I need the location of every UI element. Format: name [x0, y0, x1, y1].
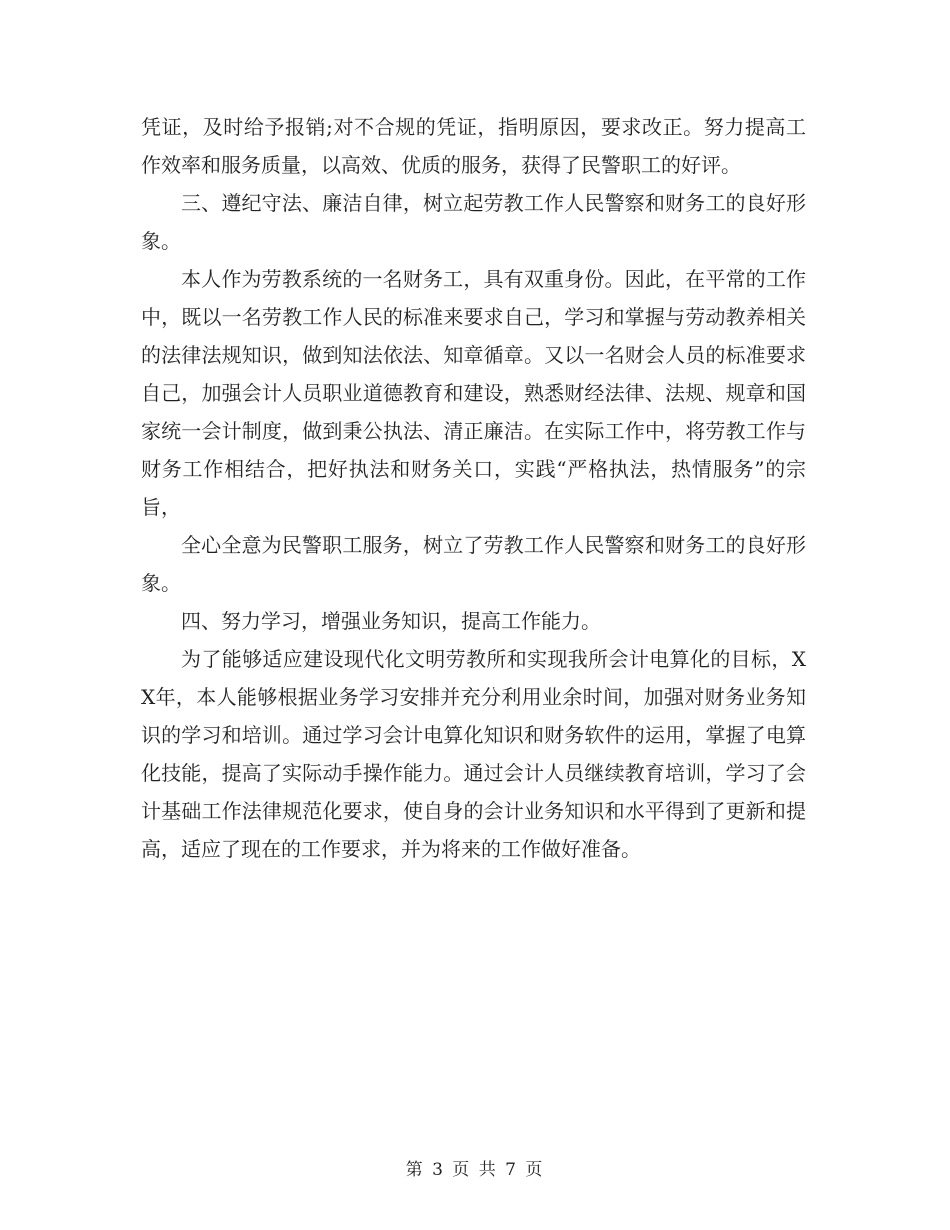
paragraph-service: 全心全意为民警职工服务，树立了劳教工作人民警察和财务工的良好形象。: [141, 533, 806, 595]
section-heading-four: 四、努力学习，增强业务知识，提高工作能力。: [181, 609, 601, 633]
paragraph-continuation: 凭证，及时给予报销;对不合规的凭证，指明原因，要求改正。努力提高工作效率和服务质量，以高效、优质的服务，获得了民警职工的好评。: [141, 115, 806, 177]
paragraph-dual-identity: 本人作为劳教系统的一名财务工，具有双重身份。因此，在平常的工作中，既以一名劳教工作人民的标准来要求自己，学习和掌握与劳动教养相关的法律法规知识，做到知法依法、知章循章。又以一名财会人员的标准要求自己，加强会计人员职业道德教育和建设，熟悉财经法律、法规、规章和国家统一会计制度，做到秉公执法、清正廉洁。在实际工作中，将劳教工作与财务工作相结合，把好执法和财务关口，实践“严格执法，热情服务”的宗旨，: [141, 267, 806, 519]
document-body: [141, 108, 806, 868]
page-number-footer: 第 3 页 共 7 页: [405, 1160, 545, 1180]
section-heading-three: 三、遵纪守法、廉洁自律，树立起劳教工作人民警察和财务工的良好形象。: [141, 191, 806, 253]
paragraph-study: 为了能够适应建设现代化文明劳教所和实现我所会计电算化的目标，XX年，本人能够根据业务学习安排并充分利用业余时间，加强对财务业务知识的学习和培训。通过学习会计电算化知识和财务软件的运用，掌握了电算化技能，提高了实际动手操作能力。通过会计人员继续教育培训，学习了会计基础工作法律规范化要求，使自身的会计业务知识和水平得到了更新和提高，适应了现在的工作要求，并为将来的工作做好准备。: [141, 647, 806, 861]
